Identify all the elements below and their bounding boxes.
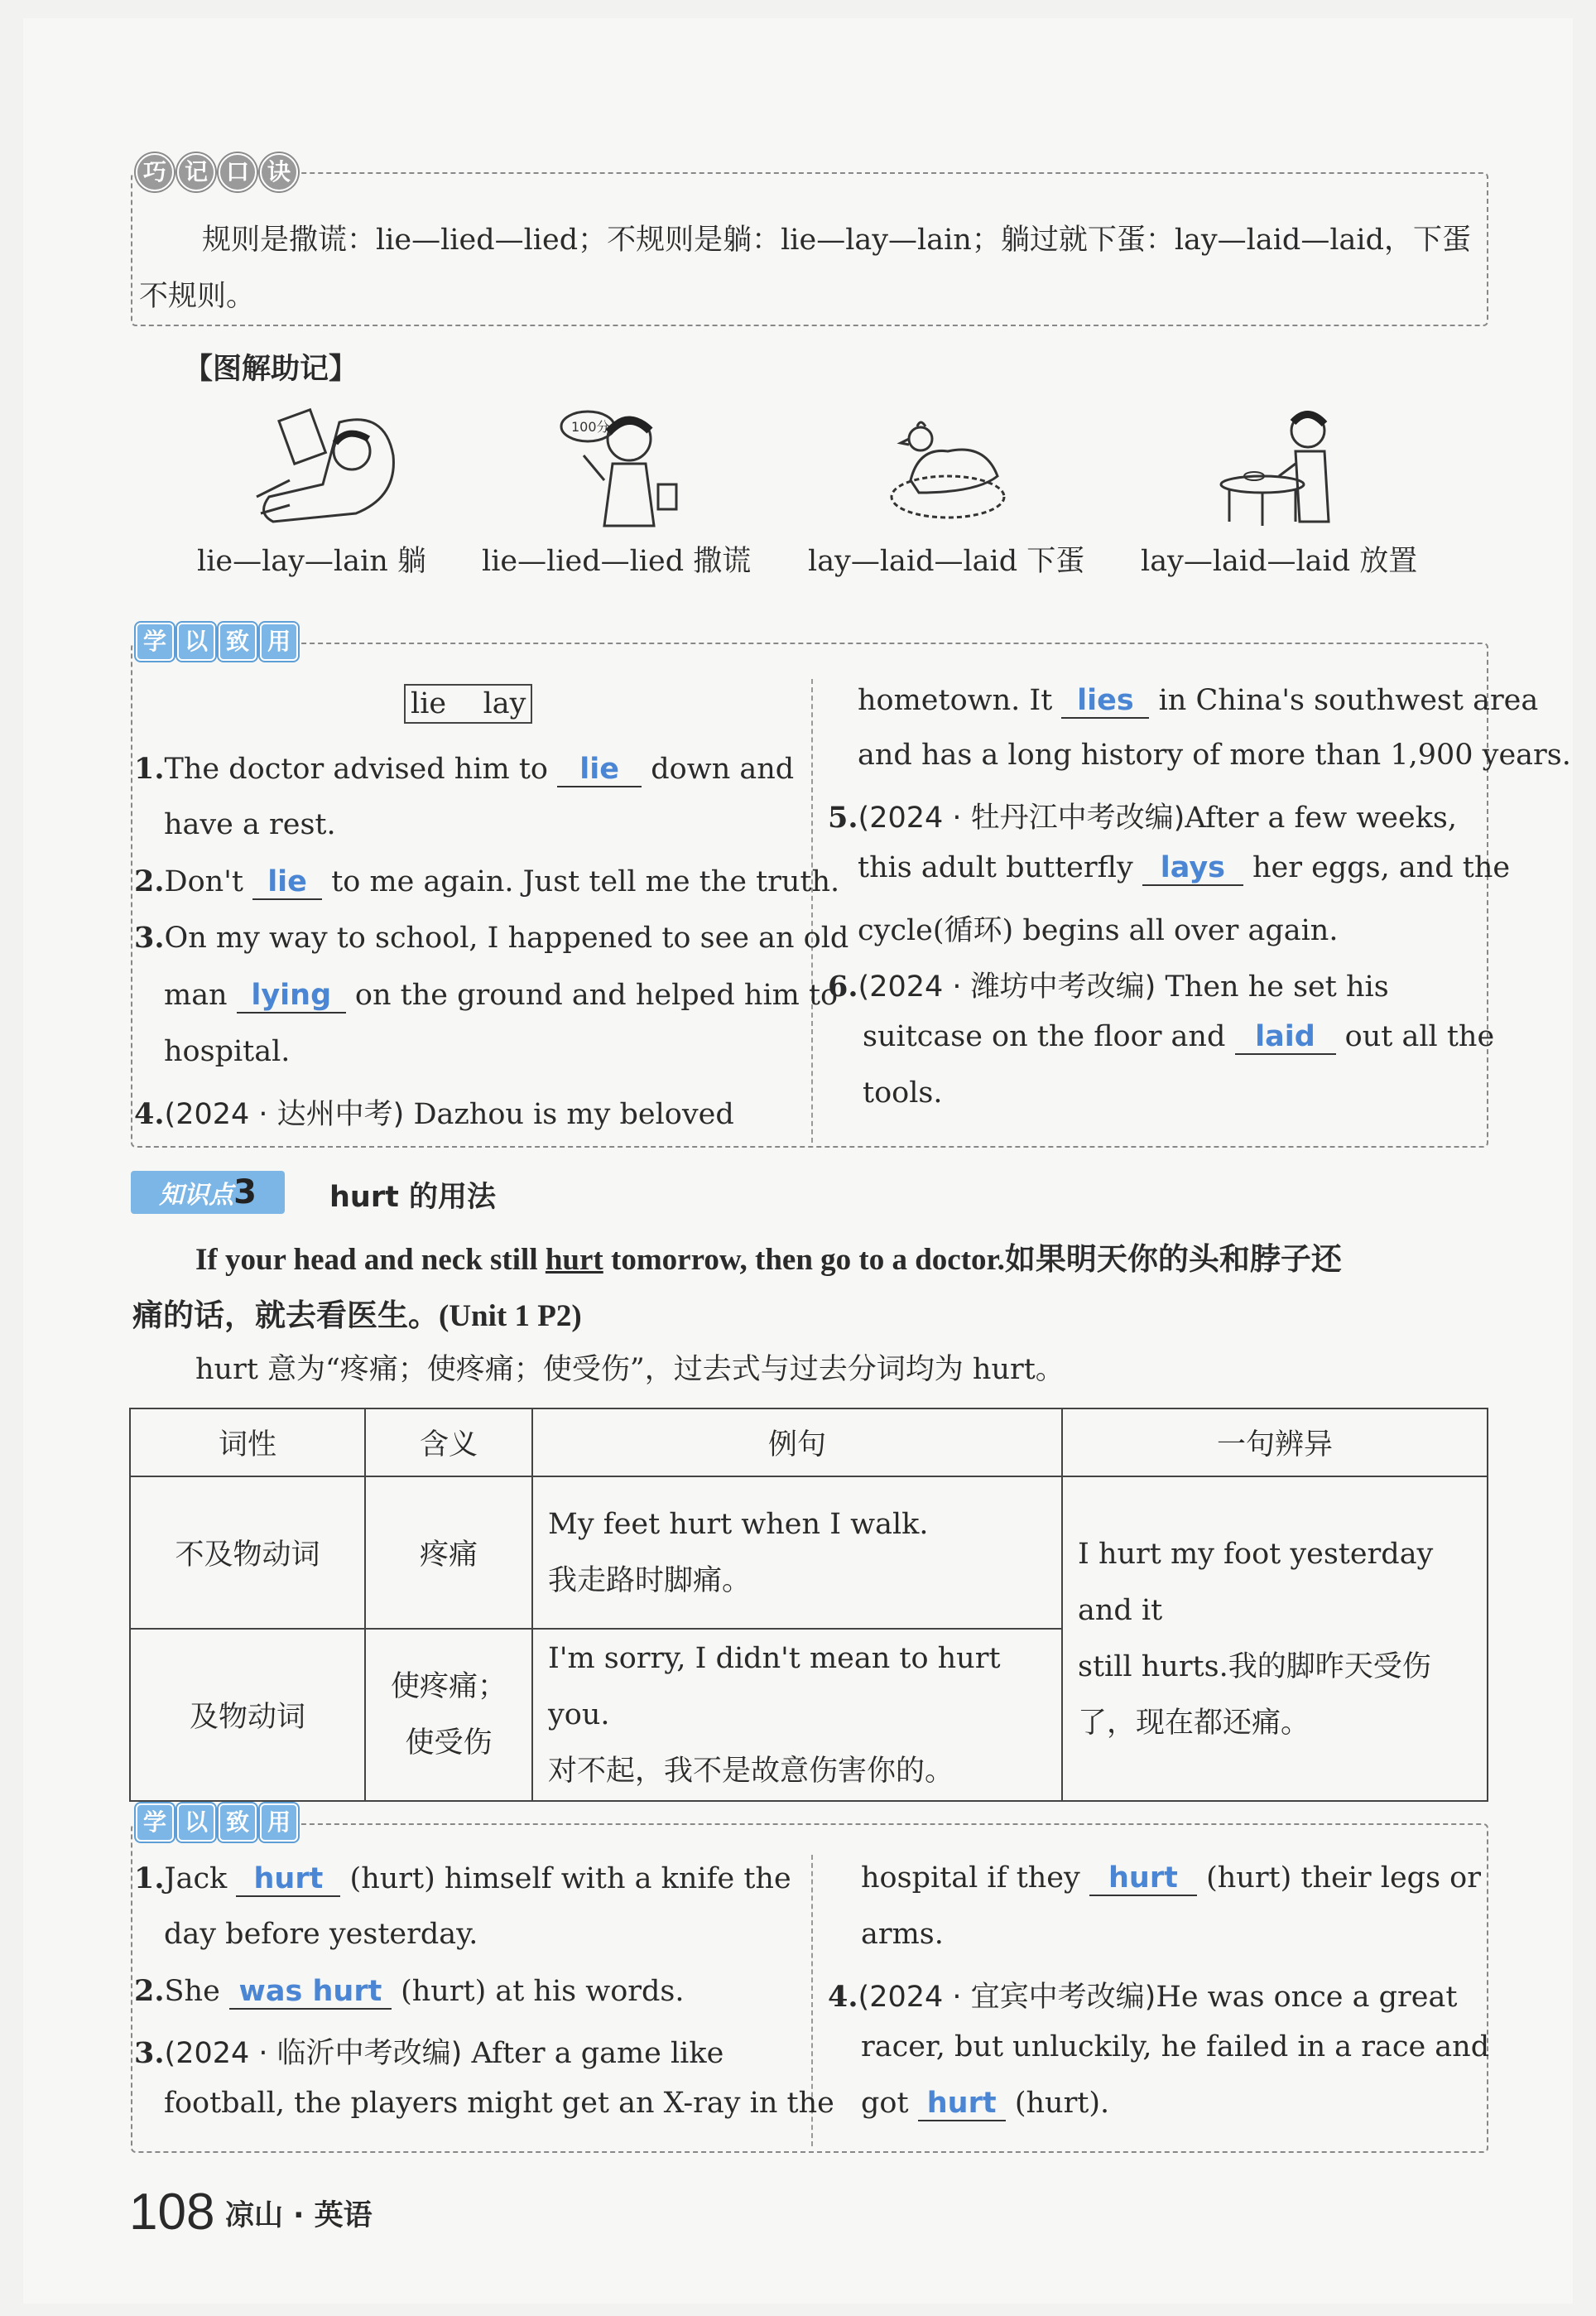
- p2-q3-line-4: arms.: [861, 1918, 944, 1951]
- column-divider: [811, 679, 813, 1143]
- cell-diff: [1062, 1476, 1488, 1801]
- tag-char: 诀: [260, 153, 298, 191]
- q6-line-3: tools.: [863, 1076, 943, 1110]
- table-setting-illustration: [1217, 406, 1349, 530]
- q-number: 2.: [134, 1974, 165, 2008]
- tag-char: 学: [136, 623, 174, 661]
- q1-line-2: have a rest.: [164, 808, 336, 841]
- answer-blank[interactable]: was hurt: [229, 1975, 392, 2010]
- q-number: 1.: [134, 1861, 165, 1895]
- point3-example: If your head and neck still hurt tomorrow, then go to a doctor.如果明天你的头和脖子还: [195, 1243, 1342, 1277]
- practice1-tag: [136, 623, 298, 661]
- point3-badge: [131, 1171, 285, 1214]
- hurt-underlined: hurt: [545, 1243, 603, 1277]
- tag-char: 记: [177, 153, 215, 191]
- answer-blank[interactable]: hurt: [1089, 1861, 1197, 1896]
- table-header-row: [130, 1408, 1488, 1476]
- tag-char: 以: [177, 1803, 215, 1842]
- cell-example: [532, 1629, 1062, 1801]
- q5-line: 5.(2024 · 牡丹江中考改编)After a few weeks,: [828, 801, 1457, 835]
- q5-line-2: this adult butterfly lays her eggs, and the: [858, 851, 1511, 884]
- point3-note: hurt 意为“疼痛；使疼痛；使受伤”，过去式与过去分词均为 hurt。: [195, 1353, 1065, 1386]
- answer-blank[interactable]: laid: [1235, 1020, 1336, 1055]
- q5-line-3: cycle(循环) begins all over again.: [858, 914, 1339, 947]
- hen-illustration: [886, 410, 1010, 526]
- example-zh: 我走路时脚痛。: [548, 1564, 752, 1597]
- point3-badge-text: 知识点: [159, 1181, 234, 1210]
- diff-line-2: still hurts.我的脚昨天受伤: [1078, 1650, 1431, 1683]
- q4-line-3: and has a long history of more than 1,900 years.: [858, 739, 1571, 772]
- q-number: 2.: [134, 864, 165, 898]
- caption-lay-laid-laid-egg: lay—laid—laid 下蛋: [808, 545, 1085, 578]
- q-number: 5.: [828, 801, 858, 835]
- answer-blank[interactable]: lying: [237, 979, 346, 1014]
- tag-char: 用: [260, 623, 298, 661]
- point3-title: hurt 的用法: [329, 1181, 497, 1214]
- tag-char: 学: [136, 1803, 174, 1842]
- table-row: [130, 1476, 1488, 1629]
- q4-line: 4.(2024 · 达州中考) Dazhou is my beloved: [134, 1097, 734, 1131]
- answer-blank[interactable]: lays: [1142, 851, 1243, 886]
- q-number: 3.: [134, 2036, 165, 2070]
- header-meaning: 含义: [365, 1408, 532, 1476]
- tag-char: 致: [219, 1803, 257, 1842]
- diff-line-1: I hurt my foot yesterday and it: [1078, 1538, 1434, 1627]
- point3-badge-num: 3: [233, 1173, 257, 1211]
- cell-pos: 及物动词: [130, 1629, 365, 1801]
- cell-meaning: 使疼痛； 使受伤: [365, 1629, 532, 1801]
- cell-pos: 不及物动词: [130, 1476, 365, 1629]
- cell-example: [532, 1476, 1062, 1629]
- q-number: 1.: [134, 752, 165, 786]
- header-example: 例句: [532, 1408, 1062, 1476]
- q2-line: 2.Don't lie to me again. Just tell me the truth.: [134, 864, 840, 898]
- p2-q4-line-3: got hurt (hurt).: [861, 2087, 1110, 2120]
- p2-q3-line: 3.(2024 · 临沂中考改编) After a game like: [134, 2036, 724, 2070]
- diff-line-3: 了，现在都还痛。: [1078, 1707, 1310, 1740]
- q6-line-2: suitcase on the floor and laid out all the: [863, 1020, 1495, 1053]
- header-pos: 词性: [130, 1408, 365, 1476]
- q-number: 4.: [828, 1980, 858, 2014]
- caption-lie-lied-lied: lie—lied—lied 撒谎: [482, 545, 752, 578]
- example-en: I'm sorry, I didn't mean to hurt you.: [548, 1642, 1001, 1731]
- example-zh: 对不起，我不是故意伤害你的。: [548, 1755, 954, 1788]
- caption-lay-laid-laid-put: lay—laid—laid 放置: [1141, 545, 1418, 578]
- tag-char: 以: [177, 623, 215, 661]
- p2-q1-line: 1.Jack hurt (hurt) himself with a knife the: [134, 1861, 791, 1895]
- answer-blank[interactable]: hurt: [918, 2087, 1006, 2121]
- mnemonic-line-1: 规则是撒谎：lie—lied—lied；不规则是躺：lie—lay—lain；躺过就下蛋：lay—laid—laid，下蛋: [202, 224, 1471, 257]
- page-number: 108: [129, 2184, 215, 2241]
- point3-example-2: 痛的话，就去看医生。(Unit 1 P2): [132, 1299, 582, 1333]
- answer-blank[interactable]: lie: [557, 753, 642, 787]
- tag-char: 致: [219, 623, 257, 661]
- p2-q3-line-3: hospital if they hurt (hurt) their legs or: [861, 1861, 1481, 1895]
- cell-meaning: 疼痛: [365, 1476, 532, 1629]
- tag-char: 口: [219, 153, 257, 191]
- answer-blank[interactable]: lies: [1061, 684, 1149, 719]
- q-number: 4.: [134, 1097, 165, 1131]
- example-en: My feet hurt when I walk.: [548, 1508, 929, 1541]
- q3-line: 3.On my way to school, I happened to see an old: [134, 921, 849, 955]
- illustrated-heading: 【图解助记】: [184, 353, 358, 386]
- mnemonic-line-2: 不规则。: [139, 280, 256, 313]
- mnemonic-tag: [136, 153, 298, 191]
- lying-person-illustration: [546, 406, 695, 530]
- answer-blank[interactable]: hurt: [236, 1862, 340, 1897]
- p2-q4-line-2: racer, but unluckily, he failed in a race and: [861, 2030, 1490, 2063]
- p2-q4-line: 4.(2024 · 宜宾中考改编)He was once a great: [828, 1980, 1458, 2014]
- tag-char: 巧: [136, 153, 174, 191]
- usage-table: [129, 1408, 1488, 1802]
- header-diff: 一句辨异: [1062, 1408, 1488, 1476]
- q4-line-2: hometown. It lies in China's southwest area: [858, 684, 1539, 717]
- p2-q1-line-2: day before yesterday.: [164, 1918, 478, 1951]
- q3-line-2: man lying on the ground and helped him to: [164, 979, 839, 1012]
- word-box: lie lay: [404, 684, 532, 724]
- q1-line: 1.The doctor advised him to lie down and: [134, 752, 795, 786]
- q3-line-3: hospital.: [164, 1035, 291, 1068]
- q-number: 3.: [134, 921, 165, 955]
- answer-blank[interactable]: lie: [252, 865, 322, 900]
- reclining-person-illustration: [240, 406, 406, 530]
- caption-lie-lay-lain: lie—lay—lain 躺: [197, 545, 426, 578]
- p2-q3-line-2: football, the players might get an X-ray in the: [164, 2087, 834, 2120]
- footer-label: 凉山 · 英语: [225, 2199, 373, 2232]
- q-number: 6.: [828, 970, 858, 1004]
- badge-text: 100分: [571, 419, 610, 435]
- practice2-tag: [136, 1803, 298, 1842]
- tag-char: 用: [260, 1803, 298, 1842]
- p2-q2-line: 2.She was hurt (hurt) at his words.: [134, 1974, 685, 2008]
- q6-line: 6.(2024 · 潍坊中考改编) Then he set his: [828, 970, 1389, 1004]
